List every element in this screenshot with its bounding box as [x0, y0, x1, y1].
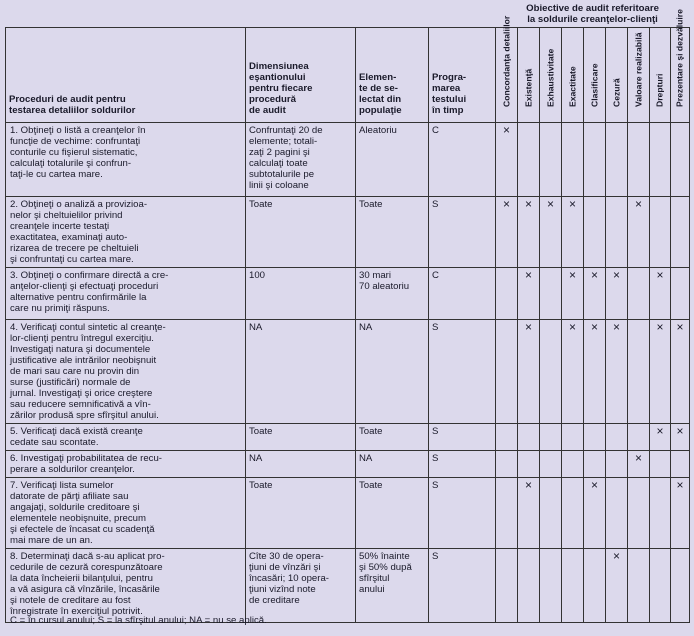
objective-mark-cell	[584, 123, 606, 197]
objective-header: Clasificare	[584, 28, 606, 123]
objective-mark-cell: ×	[650, 424, 671, 451]
procedure-cell: 7. Verificaţi lista sumelor datorate de părţi afiliate sau angajaţi, soldurile creditoare şi elementele neobişnuite, precum şi efectele de încasat cu scadenţă mai mare de un an.	[6, 478, 246, 549]
procedure-cell: 8. Determinaţi dacă s-au aplicat pro- cedurile de cezură corespunzătoare la data încheierii bilanţului, pentru a vă asigura că vînzările, încasările şi notele de creditare au fost înregistrate în exerciţiul potrivit.	[6, 549, 246, 623]
col-procedures-header: Proceduri de audit pentru testarea detaliilor soldurilor	[6, 28, 246, 123]
audit-procedures-table	[5, 2, 690, 623]
timing-cell: S	[429, 197, 496, 268]
sample-size-cell: Confruntaţi 20 de elemente; totali- zaţi 2 pagini şi calculaţi toate subtotalurile pe linii şi coloane	[246, 123, 356, 197]
objective-mark-cell	[496, 320, 518, 424]
objective-mark-cell: ×	[628, 197, 650, 268]
objective-mark-cell	[496, 424, 518, 451]
table-row	[6, 424, 690, 451]
col-timing-header: Progra- marea testului în timp	[429, 28, 496, 123]
col-sample-header: Dimensiunea eşantionului pentru fiecare procedură de audit	[246, 28, 356, 123]
objective-mark-cell: ×	[540, 197, 562, 268]
procedure-cell: 2. Obţineţi o analiză a provizioa- nelor şi cheltuielilor privind creanţele incerte testaţi exactitatea, examinaţi auto- rizarea de trecere pe cheltuieli şi confruntaţi cu cartea mare.	[6, 197, 246, 268]
objective-header: Exactitate	[562, 28, 584, 123]
objective-mark-cell	[606, 478, 628, 549]
objective-mark-cell: ×	[496, 123, 518, 197]
objective-mark-cell	[671, 268, 690, 320]
objective-mark-cell	[540, 478, 562, 549]
table-row	[6, 320, 690, 424]
sample-size-cell: NA	[246, 320, 356, 424]
objective-mark-cell	[496, 549, 518, 623]
objective-mark-cell	[650, 549, 671, 623]
procedure-cell: 1. Obţineţi o listă a creanţelor în funcţie de vechime: confruntaţi conturile cu fişierul sistematic, calculaţi totalurile şi confrun- taţi-le cu cartea mare.	[6, 123, 246, 197]
objective-mark-cell	[496, 478, 518, 549]
objective-mark-cell	[628, 123, 650, 197]
objective-mark-cell	[562, 424, 584, 451]
objective-mark-cell: ×	[650, 268, 671, 320]
objective-mark-cell	[584, 424, 606, 451]
objective-mark-cell	[496, 268, 518, 320]
objective-header: Drepturi	[650, 28, 671, 123]
objective-mark-cell: ×	[518, 320, 540, 424]
objective-mark-cell	[628, 424, 650, 451]
objective-mark-cell	[540, 451, 562, 478]
sample-size-cell: NA	[246, 451, 356, 478]
objective-mark-cell: ×	[518, 478, 540, 549]
objective-header: Prezentare şi dezvăluire	[671, 28, 690, 123]
objective-mark-cell	[606, 451, 628, 478]
objective-mark-cell	[606, 424, 628, 451]
objective-mark-cell	[628, 549, 650, 623]
objective-mark-cell	[671, 549, 690, 623]
timing-cell: S	[429, 320, 496, 424]
objective-mark-cell	[562, 451, 584, 478]
objectives-title-row	[6, 2, 690, 28]
procedure-cell: 6. Investigaţi probabilitatea de recu- perare a soldurilor creanţelor.	[6, 451, 246, 478]
objective-mark-cell: ×	[606, 268, 628, 320]
objective-header: Concordanţa detaliilor	[496, 28, 518, 123]
objective-mark-cell: ×	[650, 320, 671, 424]
table-row	[6, 197, 690, 268]
legend-footnote: C = în cursul anului; S = la sfîrşitul anului; NA = nu se aplică.	[10, 615, 267, 626]
objective-mark-cell	[518, 424, 540, 451]
objective-mark-cell	[562, 478, 584, 549]
selection-cell: Toate	[356, 424, 429, 451]
timing-cell: C	[429, 123, 496, 197]
objective-mark-cell	[540, 424, 562, 451]
procedure-cell: 4. Verificaţi contul sintetic al creanţe- lor-clienţi pentru întregul exerciţiu. Investigaţi natura şi documentele justificative ale intrărilor neobişnuit de mari sau care nu provin din surse (justificări) normale de jurnal. Investigaţi şi orice creştere sau reducere semnificativă a vîn- zărilor produsă spre sfîrşitul anului.	[6, 320, 246, 424]
objective-mark-cell	[628, 478, 650, 549]
procedure-cell: 3. Obţineţi o confirmare directă a cre- anţelor-clienţi şi efectuaţi proceduri alternative pentru confirmările la care nu primiţi răspuns.	[6, 268, 246, 320]
table-row	[6, 123, 690, 197]
table-row	[6, 268, 690, 320]
sample-size-cell: Cîte 30 de opera- ţiuni de vînzări şi încasări; 10 opera- ţiuni vizînd note de creditare	[246, 549, 356, 623]
selection-cell: Toate	[356, 197, 429, 268]
timing-cell: S	[429, 478, 496, 549]
col-elements-header: Elemen- te de se- lectat din populaţie	[356, 28, 429, 123]
objective-mark-cell	[671, 197, 690, 268]
column-header-row	[6, 28, 690, 123]
timing-cell: S	[429, 549, 496, 623]
objective-mark-cell	[540, 320, 562, 424]
objective-mark-cell: ×	[518, 268, 540, 320]
objective-mark-cell	[518, 451, 540, 478]
objective-mark-cell	[671, 451, 690, 478]
objective-mark-cell	[628, 268, 650, 320]
objective-mark-cell	[540, 123, 562, 197]
sample-size-cell: 100	[246, 268, 356, 320]
objective-header: Cezură	[606, 28, 628, 123]
objective-mark-cell: ×	[562, 197, 584, 268]
objective-mark-cell: ×	[671, 320, 690, 424]
objective-mark-cell: ×	[606, 320, 628, 424]
sample-size-cell: Toate	[246, 424, 356, 451]
timing-cell: S	[429, 451, 496, 478]
sample-size-cell: Toate	[246, 197, 356, 268]
objective-mark-cell	[584, 197, 606, 268]
objective-header: Exhaustivitate	[540, 28, 562, 123]
objective-mark-cell: ×	[562, 268, 584, 320]
objective-mark-cell	[584, 549, 606, 623]
objective-mark-cell	[606, 123, 628, 197]
objective-mark-cell	[518, 123, 540, 197]
selection-cell: Aleatoriu	[356, 123, 429, 197]
objective-header: Valoare realizabilă	[628, 28, 650, 123]
objective-mark-cell: ×	[562, 320, 584, 424]
objective-mark-cell: ×	[584, 268, 606, 320]
objective-mark-cell: ×	[671, 424, 690, 451]
objective-mark-cell: ×	[496, 197, 518, 268]
objective-mark-cell	[496, 451, 518, 478]
timing-cell: S	[429, 424, 496, 451]
objective-mark-cell: ×	[584, 478, 606, 549]
objective-mark-cell	[650, 478, 671, 549]
selection-cell: Toate	[356, 478, 429, 549]
table-row	[6, 549, 690, 623]
objective-mark-cell: ×	[628, 451, 650, 478]
objective-header: Existenţă	[518, 28, 540, 123]
objective-mark-cell	[540, 268, 562, 320]
selection-cell: NA	[356, 320, 429, 424]
procedure-cell: 5. Verificaţi dacă există creanţe cedate sau scontate.	[6, 424, 246, 451]
objective-mark-cell	[650, 197, 671, 268]
objectives-title: Obiective de audit referitoare la soldurile creanţelor-clienţi	[496, 2, 690, 28]
objective-mark-cell	[671, 123, 690, 197]
objective-mark-cell: ×	[671, 478, 690, 549]
objective-mark-cell	[562, 549, 584, 623]
objective-mark-cell: ×	[584, 320, 606, 424]
table-row	[6, 451, 690, 478]
objective-mark-cell	[628, 320, 650, 424]
selection-cell: 30 mari 70 aleatoriu	[356, 268, 429, 320]
table-row	[6, 478, 690, 549]
objective-mark-cell	[518, 549, 540, 623]
timing-cell: C	[429, 268, 496, 320]
selection-cell: NA	[356, 451, 429, 478]
objective-mark-cell	[584, 451, 606, 478]
sample-size-cell: Toate	[246, 478, 356, 549]
objective-mark-cell	[562, 123, 584, 197]
objective-mark-cell	[606, 197, 628, 268]
objective-mark-cell: ×	[518, 197, 540, 268]
objective-mark-cell	[540, 549, 562, 623]
objective-mark-cell	[650, 451, 671, 478]
objective-mark-cell	[650, 123, 671, 197]
selection-cell: 50% înainte şi 50% după sfîrşitul anului	[356, 549, 429, 623]
objective-mark-cell: ×	[606, 549, 628, 623]
